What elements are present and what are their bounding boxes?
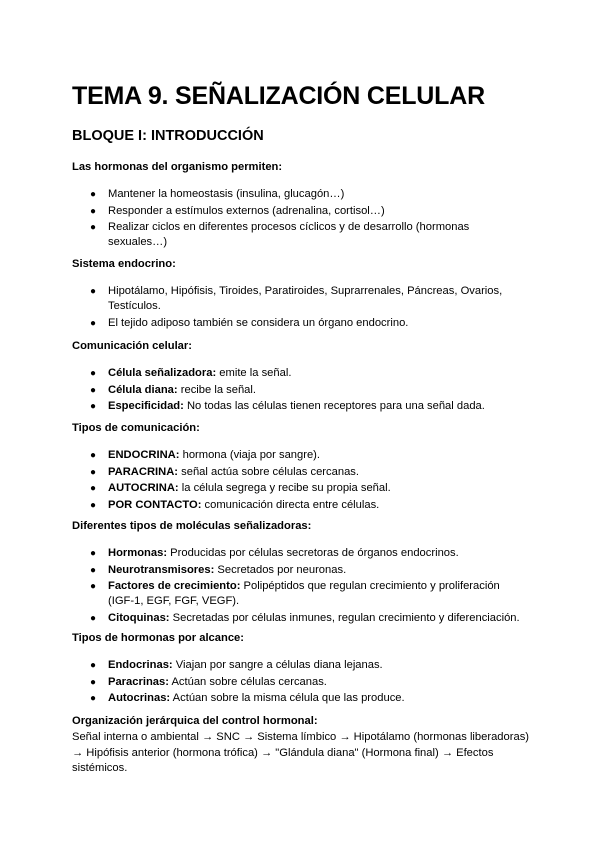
- section-heading: Sistema endocrino:: [72, 258, 176, 270]
- list-item: ● Factores de crecimiento: Polipéptidos que regulan crecimiento y proliferación (IGF-1, EGF, FGF, VEGF).: [90, 580, 500, 607]
- bullet-icon: ●: [90, 401, 97, 412]
- bullet-icon: ●: [90, 693, 97, 704]
- bullet-list: [0, 658, 600, 708]
- bullet-list: [0, 284, 600, 332]
- bullet-list: [0, 546, 600, 627]
- bullet-list: [0, 448, 600, 514]
- list-item: ● Realizar ciclos en diferentes procesos cíclicos y de desarrollo (hormonas sexuales…): [90, 221, 470, 248]
- list-item: ● Responder a estímulos externos (adrenalina, cortisol…): [90, 204, 385, 217]
- list-item: ● Neurotransmisores: Secretados por neuronas.: [90, 563, 347, 576]
- bullet-icon: ●: [90, 612, 97, 624]
- bullet-list: [0, 366, 600, 416]
- bullet-icon: ●: [90, 205, 97, 217]
- section-heading: Organización jerárquica del control hormonal:: [72, 715, 318, 727]
- bullet-icon: ●: [90, 466, 97, 478]
- block-title: BLOQUE I: INTRODUCCIÓN: [72, 128, 264, 144]
- list-item: ● ENDOCRINA: hormona (viaja por sangre).: [90, 449, 321, 461]
- list-item: ● Célula diana: recibe la señal.: [90, 383, 256, 396]
- section-heading: Las hormonas del organismo permiten:: [72, 161, 283, 173]
- list-item: ● El tejido adiposo también se considera un órgano endocrino.: [90, 316, 409, 329]
- list-item: ● Citoquinas: Secretadas por células inmunes, regulan crecimiento y diferenciación.: [90, 611, 520, 624]
- list-item: ● PARACRINA: señal actúa sobre células cercanas.: [90, 465, 359, 478]
- bullet-icon: ●: [90, 564, 97, 576]
- bullet-icon: ●: [90, 450, 97, 461]
- list-item: ● Hipotálamo, Hipófisis, Tiroides, Paratiroides, Suprarrenales, Páncreas, Ovarios, Testículos.: [90, 285, 503, 312]
- section-heading: Comunicación celular:: [72, 340, 192, 352]
- bullet-icon: ●: [90, 317, 97, 329]
- list-item: ● Mantener la homeostasis (insulina, glucagón…): [90, 188, 345, 200]
- section-heading: Tipos de comunicación:: [72, 422, 200, 434]
- bullet-icon: ●: [90, 286, 97, 297]
- page-title: TEMA 9. SEÑALIZACIÓN CELULAR: [72, 82, 485, 110]
- bullet-icon: ●: [90, 222, 97, 233]
- hierarchy-paragraph: Señal interna o ambiental → SNC → Sistema límbico → Hipotálamo (hormonas liberadoras) → Hipófisis anterior (hormona trófica) → "Glándula diana" (Hormona final) → Efectos sistémicos.: [72, 731, 530, 774]
- list-item: ● Autocrinas: Actúan sobre la misma célula que las produce.: [90, 692, 405, 704]
- section-heading: Diferentes tipos de moléculas señalizadoras:: [72, 520, 312, 532]
- list-item: ● AUTOCRINA: la célula segrega y recibe su propia señal.: [90, 482, 391, 494]
- bullet-icon: ●: [90, 676, 97, 688]
- bullet-icon: ●: [90, 384, 97, 396]
- list-item: ● Hormonas: Producidas por células secretoras de órganos endocrinos.: [90, 547, 459, 559]
- bullet-list: [0, 187, 600, 252]
- list-item: ● POR CONTACTO: comunicación directa entre células.: [90, 498, 380, 511]
- bullet-icon: ●: [90, 499, 97, 511]
- bullet-icon: ●: [90, 368, 97, 379]
- bullet-icon: ●: [90, 581, 97, 592]
- bullet-icon: ●: [90, 548, 97, 559]
- list-item: ● Endocrinas: Viajan por sangre a células diana lejanas.: [90, 659, 383, 671]
- list-item: ● Especificidad: No todas las células tienen receptores para una señal dada.: [90, 400, 485, 412]
- section-heading: Tipos de hormonas por alcance:: [72, 632, 244, 644]
- list-item: ● Célula señalizadora: emite la señal.: [90, 367, 292, 379]
- bullet-icon: ●: [90, 483, 97, 494]
- bullet-icon: ●: [90, 660, 97, 671]
- list-item: ● Paracrinas: Actúan sobre células cercanas.: [90, 675, 327, 688]
- bullet-icon: ●: [90, 189, 97, 200]
